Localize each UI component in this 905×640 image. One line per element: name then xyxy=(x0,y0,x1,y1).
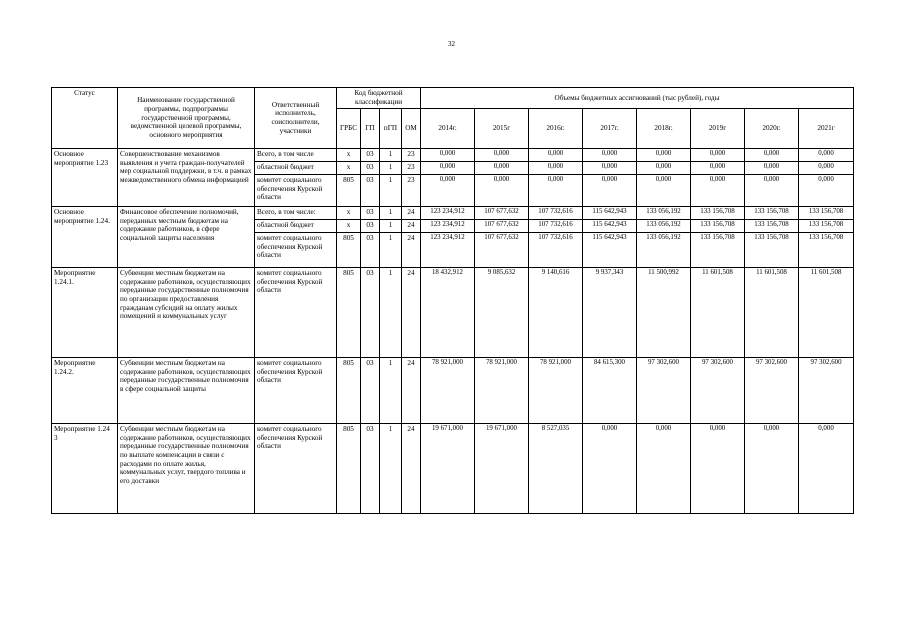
value-cell: 0,000 xyxy=(421,162,475,175)
om-cell: 23 xyxy=(402,149,421,162)
value-cell: 0,000 xyxy=(745,424,799,514)
value-cell: 0,000 xyxy=(529,175,583,207)
grbs-cell: 805 xyxy=(337,268,361,358)
value-cell: 0,000 xyxy=(691,175,745,207)
value-cell: 123 234,912 xyxy=(421,233,475,268)
value-cell: 0,000 xyxy=(583,162,637,175)
gp-cell: 03 xyxy=(361,233,380,268)
value-cell: 19 671,000 xyxy=(475,424,529,514)
grbs-cell: 805 xyxy=(337,233,361,268)
header-year: 2015г xyxy=(475,109,529,149)
value-cell: 133 056,192 xyxy=(637,207,691,220)
value-cell: 0,000 xyxy=(583,424,637,514)
responsible-cell: комитет социального обеспечения Курской области xyxy=(255,175,337,207)
value-cell: 78 921,000 xyxy=(421,358,475,424)
pgp-cell: 1 xyxy=(380,175,402,207)
value-cell: 0,000 xyxy=(475,149,529,162)
responsible-cell: областной бюджет xyxy=(255,162,337,175)
responsible-cell: комитет социального обеспечения Курской области xyxy=(255,358,337,424)
header-volumes: Объемы бюджетных ассигнований (тыс рублей), годы xyxy=(421,88,854,109)
value-cell: 107 677,632 xyxy=(475,233,529,268)
value-cell: 9 140,616 xyxy=(529,268,583,358)
value-cell: 133 156,708 xyxy=(691,207,745,220)
header-code: ОМ xyxy=(402,109,421,149)
om-cell: 24 xyxy=(402,233,421,268)
om-cell: 23 xyxy=(402,162,421,175)
budget-table xyxy=(51,87,854,514)
responsible-cell: комитет социального обеспечения Курской области xyxy=(255,268,337,358)
value-cell: 133 156,708 xyxy=(745,220,799,233)
value-cell: 0,000 xyxy=(799,162,854,175)
header-budget-code: Код бюджетной классификации xyxy=(337,88,421,109)
value-cell: 123 234,912 xyxy=(421,220,475,233)
header-status: Статус xyxy=(52,88,118,149)
om-cell: 24 xyxy=(402,220,421,233)
responsible-cell: Всего, в том числе: xyxy=(255,207,337,220)
name-cell: Совершенствование механизмов выявления и учета граждан-получателей мер социальной поддержки, в т.ч. в рамках межведомственного обмена информацией xyxy=(118,149,255,207)
responsible-cell: Всего, в том числе xyxy=(255,149,337,162)
status-cell: Мероприятие 1.24.1. xyxy=(52,268,118,358)
value-cell: 0,000 xyxy=(691,162,745,175)
status-cell: Мероприятие 1.24 3 xyxy=(52,424,118,514)
value-cell: 19 671,000 xyxy=(421,424,475,514)
value-cell: 78 921,000 xyxy=(475,358,529,424)
grbs-cell: x xyxy=(337,149,361,162)
header-code: пГП xyxy=(380,109,402,149)
value-cell: 107 732,616 xyxy=(529,207,583,220)
pgp-cell: 1 xyxy=(380,207,402,220)
value-cell: 97 302,600 xyxy=(691,358,745,424)
value-cell: 123 234,912 xyxy=(421,207,475,220)
table-row xyxy=(52,268,854,358)
om-cell: 24 xyxy=(402,207,421,220)
value-cell: 11 601,508 xyxy=(691,268,745,358)
om-cell: 24 xyxy=(402,424,421,514)
value-cell: 133 156,708 xyxy=(799,233,854,268)
header-year: 2014г. xyxy=(421,109,475,149)
gp-cell: 03 xyxy=(361,220,380,233)
value-cell: 0,000 xyxy=(529,162,583,175)
value-cell: 0,000 xyxy=(637,149,691,162)
header-year: 2021г xyxy=(799,109,854,149)
header-code: ГРБС xyxy=(337,109,361,149)
value-cell: 0,000 xyxy=(421,149,475,162)
om-cell: 24 xyxy=(402,358,421,424)
value-cell: 0,000 xyxy=(745,175,799,207)
value-cell: 133 156,708 xyxy=(745,207,799,220)
om-cell: 23 xyxy=(402,175,421,207)
value-cell: 133 056,192 xyxy=(637,220,691,233)
value-cell: 115 642,943 xyxy=(583,233,637,268)
value-cell: 18 432,912 xyxy=(421,268,475,358)
gp-cell: 03 xyxy=(361,175,380,207)
value-cell: 0,000 xyxy=(583,149,637,162)
status-cell: Мероприятие 1.24.2. xyxy=(52,358,118,424)
table-row xyxy=(52,358,854,424)
value-cell: 78 921,000 xyxy=(529,358,583,424)
value-cell: 9 085,632 xyxy=(475,268,529,358)
header-year: 2019г xyxy=(691,109,745,149)
header-year: 2017г. xyxy=(583,109,637,149)
table-row xyxy=(52,207,854,220)
status-cell: Основное мероприятие 1.24. xyxy=(52,207,118,268)
gp-cell: 03 xyxy=(361,268,380,358)
grbs-cell: x xyxy=(337,162,361,175)
value-cell: 107 732,616 xyxy=(529,220,583,233)
responsible-cell: областной бюджет xyxy=(255,220,337,233)
responsible-cell: комитет социального обеспечения Курской области xyxy=(255,233,337,268)
pgp-cell: 1 xyxy=(380,268,402,358)
header-name: Наименование государственной программы, подпрограммы государственной программы, ведомственной целевой программы, основного мероприятия xyxy=(118,88,255,149)
pgp-cell: 1 xyxy=(380,424,402,514)
pgp-cell: 1 xyxy=(380,358,402,424)
value-cell: 0,000 xyxy=(637,424,691,514)
grbs-cell: 805 xyxy=(337,175,361,207)
value-cell: 0,000 xyxy=(691,424,745,514)
name-cell: Субвенции местным бюджетам на содержание работников, осуществляющих переданные государственные полномочия по организации предоставления гражданам субсидий на оплату жилых помещений и коммунальных услуг xyxy=(118,268,255,358)
gp-cell: 03 xyxy=(361,424,380,514)
name-cell: Финансовое обеспечение полномочий, переданных местным бюджетам на содержание работников, в сфере социальной защиты населения xyxy=(118,207,255,268)
grbs-cell: 805 xyxy=(337,358,361,424)
value-cell: 97 302,600 xyxy=(745,358,799,424)
responsible-cell: комитет социального обеспечения Курской области xyxy=(255,424,337,514)
value-cell: 0,000 xyxy=(529,149,583,162)
value-cell: 0,000 xyxy=(475,162,529,175)
gp-cell: 03 xyxy=(361,162,380,175)
header-code: ГП xyxy=(361,109,380,149)
value-cell: 133 056,192 xyxy=(637,233,691,268)
value-cell: 8 527,035 xyxy=(529,424,583,514)
value-cell: 0,000 xyxy=(799,424,854,514)
gp-cell: 03 xyxy=(361,358,380,424)
gp-cell: 03 xyxy=(361,149,380,162)
name-cell: Субвенции местным бюджетам на содержание работников, осуществляющих переданные государственные полномочия по выплате компенсации в связи с расходами по оплате жилья, коммунальных услуг, твердого топлива и его доставки xyxy=(118,424,255,514)
status-cell: Основное мероприятие 1.23 xyxy=(52,149,118,207)
name-cell: Субвенции местным бюджетам на содержание работников, осуществляющих переданные государственные полномочия в сфере социальной защиты xyxy=(118,358,255,424)
value-cell: 11 601,508 xyxy=(799,268,854,358)
gp-cell: 03 xyxy=(361,207,380,220)
grbs-cell: x xyxy=(337,207,361,220)
value-cell: 0,000 xyxy=(583,175,637,207)
value-cell: 133 156,708 xyxy=(799,220,854,233)
header-year: 2020г. xyxy=(745,109,799,149)
grbs-cell: 805 xyxy=(337,424,361,514)
value-cell: 11 601,508 xyxy=(745,268,799,358)
value-cell: 133 156,708 xyxy=(799,207,854,220)
pgp-cell: 1 xyxy=(380,220,402,233)
page-number: 32 xyxy=(448,40,455,48)
value-cell: 133 156,708 xyxy=(745,233,799,268)
value-cell: 133 156,708 xyxy=(691,233,745,268)
value-cell: 133 156,708 xyxy=(691,220,745,233)
value-cell: 0,000 xyxy=(745,149,799,162)
value-cell: 0,000 xyxy=(637,175,691,207)
value-cell: 107 732,616 xyxy=(529,233,583,268)
value-cell: 0,000 xyxy=(421,175,475,207)
grbs-cell: x xyxy=(337,220,361,233)
pgp-cell: 1 xyxy=(380,162,402,175)
value-cell: 0,000 xyxy=(637,162,691,175)
table-row xyxy=(52,149,854,162)
value-cell: 9 937,343 xyxy=(583,268,637,358)
table-row xyxy=(52,424,854,514)
value-cell: 0,000 xyxy=(691,149,745,162)
value-cell: 107 677,632 xyxy=(475,220,529,233)
pgp-cell: 1 xyxy=(380,149,402,162)
header-responsible: Ответственный исполнитель, соисполнители, участники xyxy=(255,88,337,149)
value-cell: 0,000 xyxy=(745,162,799,175)
value-cell: 97 302,600 xyxy=(799,358,854,424)
value-cell: 11 500,992 xyxy=(637,268,691,358)
value-cell: 97 302,600 xyxy=(637,358,691,424)
value-cell: 115 642,943 xyxy=(583,220,637,233)
value-cell: 107 677,632 xyxy=(475,207,529,220)
value-cell: 0,000 xyxy=(799,175,854,207)
header-year: 2016г. xyxy=(529,109,583,149)
value-cell: 84 615,300 xyxy=(583,358,637,424)
value-cell: 115 642,943 xyxy=(583,207,637,220)
om-cell: 24 xyxy=(402,268,421,358)
value-cell: 0,000 xyxy=(799,149,854,162)
pgp-cell: 1 xyxy=(380,233,402,268)
value-cell: 0,000 xyxy=(475,175,529,207)
header-year: 2018г. xyxy=(637,109,691,149)
